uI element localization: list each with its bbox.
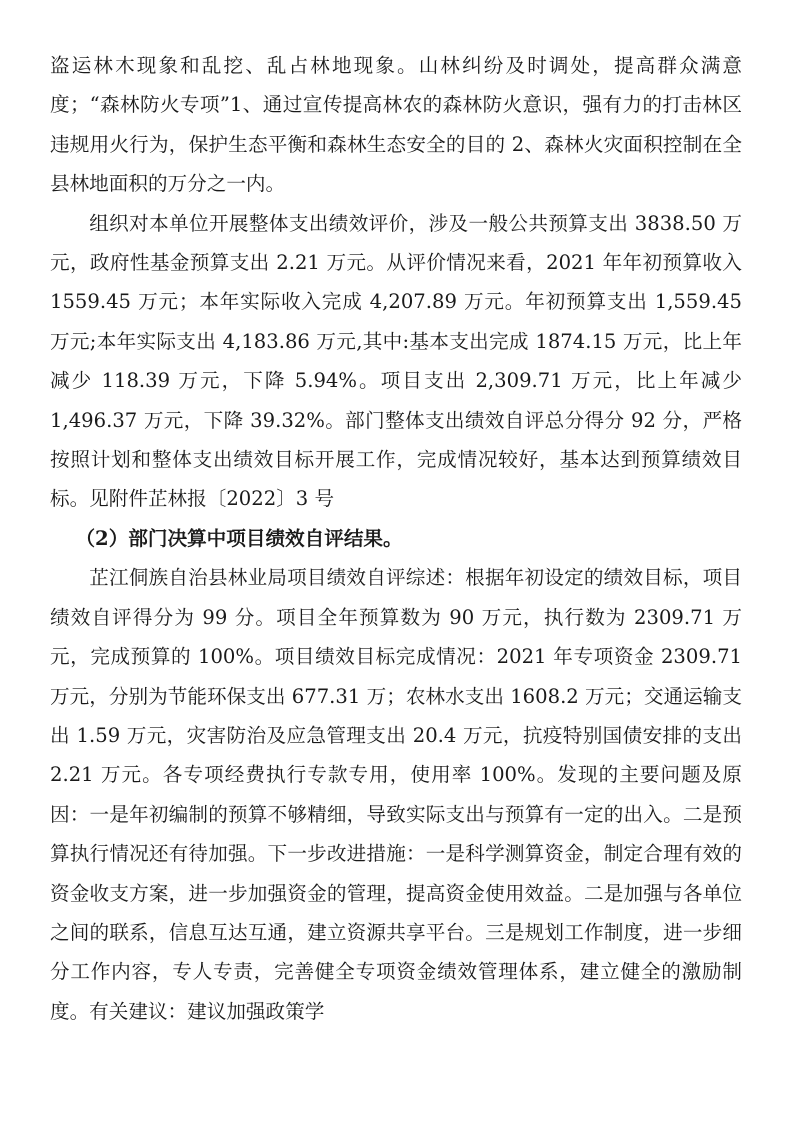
paragraph-project-performance: 芷江侗族自治县林业局项目绩效自评综述：根据年初设定的绩效目标，项目绩效自评得分为 99 分。项目全年预算数为 90 万元，执行数为 2309.71 万元，完成预算的 100%。项目绩效目标完成情况：2021 年专项资金 2309.71 万元，分别为节能环保支出 677.31 万；农林水支出 1608.2 万元；交通运输支出 1.59 万元，灾害防治及应急管理支出 20.4 万元，抗疫特别国债安排的支出 2.21 万元。各专项经费执行专款专用，使用率 100%。发现的主要问题及原因：一是年初编制的预算不够精细，导致实际支出与预算有一定的出入。二是预算执行情况还有待加强。下一步改进措施：一是科学测算资金，制定合理有效的资金收支方案，进一步加强资金的管理，提高资金使用效益。二是加强与各单位之间的联系，信息互达互通，建立资源共享平台。三是规划工作制度，进一步细分工作内容，专人专责，完善健全专项资金绩效管理体系，建立健全的激励制度。有关建议：建议加强政策学 [50,566,742,1023]
paragraph-overall-performance: 组织对本单位开展整体支出绩效评价，涉及一般公共预算支出 3838.50 万元，政府性基金预算支出 2.21 万元。从评价情况来看，2021 年年初预算收入 1559.45 万元；本年实际收入完成 4,207.89 万元。年初预算支出 1,559.45 万元;本年实际支出 4,183.86 万元,其中:基本支出完成 1874.15 万元，比上年减少 118.39 万元，下降 5.94%。项目支出 2,309.71 万元，比上年减少 1,496.37 万元，下降 39.32%。部门整体支出绩效自评总分得分 92 分，严格按照计划和整体支出绩效目标开展工作，完成情况较好，基本达到预算绩效目标。见附件芷林报〔2022〕3 号 [50,211,742,511]
section-heading-project-performance: （2）部门决算中项目绩效自评结果。 [75,526,403,550]
document-body [50,46,742,1031]
paragraph-forest-protection: 盗运林木现象和乱挖、乱占林地现象。山林纠纷及时调处，提高群众满意度；“森林防火专项”1、通过宣传提高林农的森林防火意识，强有力的打击林区违规用火行为，保护生态平衡和森林生态安全的目的 2、森林火灾面积控制在全县林地面积的万分之一内。 [50,54,742,196]
